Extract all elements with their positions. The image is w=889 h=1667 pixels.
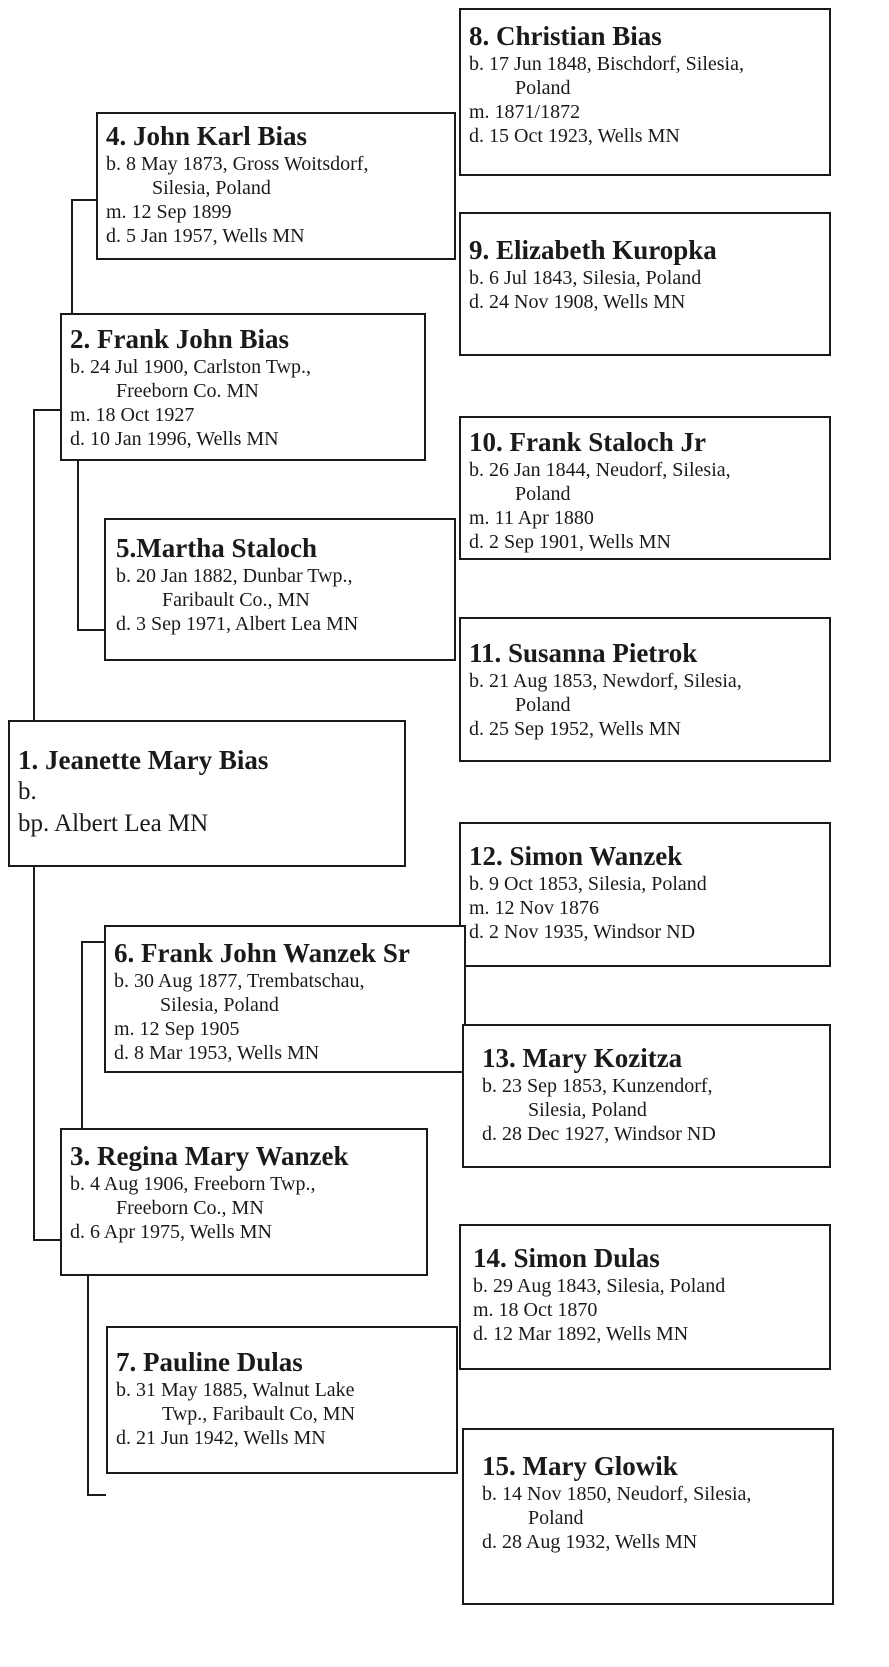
person-detail: bp. Albert Lea MN bbox=[18, 810, 209, 837]
person-detail: b. 29 Aug 1843, Silesia, Poland bbox=[473, 1275, 726, 1297]
person-name: 5.Martha Staloch bbox=[116, 533, 317, 563]
person-detail: b. 4 Aug 1906, Freeborn Twp., bbox=[70, 1173, 316, 1195]
person-name: 3. Regina Mary Wanzek bbox=[70, 1141, 349, 1171]
person-name: 7. Pauline Dulas bbox=[116, 1347, 303, 1377]
person-name: 11. Susanna Pietrok bbox=[469, 638, 698, 668]
person-detail: b. 6 Jul 1843, Silesia, Poland bbox=[469, 267, 702, 289]
person-detail: d. 10 Jan 1996, Wells MN bbox=[70, 428, 279, 450]
person-box-susanna-pietrok bbox=[459, 617, 831, 762]
person-box-christian-bias bbox=[459, 8, 831, 176]
person-name: 8. Christian Bias bbox=[469, 21, 662, 51]
person-detail: Silesia, Poland bbox=[160, 994, 279, 1016]
person-detail: b. 14 Nov 1850, Neudorf, Silesia, bbox=[482, 1483, 752, 1505]
person-detail: Poland bbox=[515, 77, 571, 99]
person-detail: d. 15 Oct 1923, Wells MN bbox=[469, 125, 680, 147]
person-detail: Poland bbox=[515, 694, 571, 716]
person-box-mary-kozitza bbox=[462, 1024, 831, 1168]
person-detail: m. 12 Nov 1876 bbox=[469, 897, 599, 919]
person-detail: d. 21 Jun 1942, Wells MN bbox=[116, 1427, 326, 1449]
person-detail: b. 21 Aug 1853, Newdorf, Silesia, bbox=[469, 670, 742, 692]
person-detail: Faribault Co., MN bbox=[162, 589, 310, 611]
person-detail: d. 28 Aug 1932, Wells MN bbox=[482, 1531, 698, 1553]
person-detail: b. 8 May 1873, Gross Woitsdorf, bbox=[106, 153, 369, 175]
person-name: 1. Jeanette Mary Bias bbox=[18, 745, 269, 775]
person-detail: d. 6 Apr 1975, Wells MN bbox=[70, 1221, 272, 1243]
person-detail: b. 30 Aug 1877, Trembatschau, bbox=[114, 970, 365, 992]
person-detail: Silesia, Poland bbox=[528, 1099, 647, 1121]
person-detail: m. 1871/1872 bbox=[469, 101, 581, 123]
person-box-frank-john-bias bbox=[60, 313, 426, 461]
person-detail: Silesia, Poland bbox=[152, 177, 271, 199]
person-detail: Freeborn Co. MN bbox=[116, 380, 259, 402]
person-detail: b. bbox=[18, 778, 37, 805]
person-detail: d. 24 Nov 1908, Wells MN bbox=[469, 291, 686, 313]
person-name: 13. Mary Kozitza bbox=[482, 1043, 683, 1073]
person-detail: b. 9 Oct 1853, Silesia, Poland bbox=[469, 873, 707, 895]
person-detail: d. 12 Mar 1892, Wells MN bbox=[473, 1323, 689, 1345]
person-detail: d. 8 Mar 1953, Wells MN bbox=[114, 1042, 320, 1064]
person-box-simon-dulas bbox=[459, 1224, 831, 1370]
person-detail: m. 18 Oct 1870 bbox=[473, 1299, 598, 1321]
person-name: 14. Simon Dulas bbox=[473, 1243, 660, 1273]
person-box-martha-staloch bbox=[104, 518, 456, 661]
person-detail: Twp., Faribault Co, MN bbox=[162, 1403, 356, 1425]
person-box-pauline-dulas bbox=[106, 1326, 458, 1474]
person-detail: b. 20 Jan 1882, Dunbar Twp., bbox=[116, 565, 353, 587]
person-detail: d. 2 Sep 1901, Wells MN bbox=[469, 531, 671, 553]
person-name: 12. Simon Wanzek bbox=[469, 841, 683, 871]
person-detail: b. 24 Jul 1900, Carlston Twp., bbox=[70, 356, 312, 378]
person-detail: b. 17 Jun 1848, Bischdorf, Silesia, bbox=[469, 53, 744, 75]
person-name: 4. John Karl Bias bbox=[106, 121, 308, 151]
person-detail: b. 26 Jan 1844, Neudorf, Silesia, bbox=[469, 459, 731, 481]
person-box-regina-mary-wanzek bbox=[60, 1128, 428, 1276]
person-name: 2. Frank John Bias bbox=[70, 324, 290, 354]
person-name: 9. Elizabeth Kuropka bbox=[469, 235, 717, 265]
person-detail: m. 12 Sep 1905 bbox=[114, 1018, 240, 1040]
person-detail: m. 12 Sep 1899 bbox=[106, 201, 232, 223]
person-name: 15. Mary Glowik bbox=[482, 1451, 678, 1481]
person-box-simon-wanzek bbox=[459, 822, 831, 967]
person-detail: m. 11 Apr 1880 bbox=[469, 507, 594, 529]
person-detail: d. 5 Jan 1957, Wells MN bbox=[106, 225, 305, 247]
person-detail: Poland bbox=[515, 483, 571, 505]
person-detail: Freeborn Co., MN bbox=[116, 1197, 264, 1219]
person-box-jeanette-mary-bias bbox=[8, 720, 406, 867]
person-box-elizabeth-kuropka bbox=[459, 212, 831, 356]
person-detail: d. 2 Nov 1935, Windsor ND bbox=[469, 921, 696, 943]
person-box-frank-staloch-jr bbox=[459, 416, 831, 560]
person-name: 10. Frank Staloch Jr bbox=[469, 427, 707, 457]
person-box-frank-john-wanzek-sr bbox=[104, 925, 466, 1073]
person-detail: b. 31 May 1885, Walnut Lake bbox=[116, 1379, 355, 1401]
person-detail: b. 23 Sep 1853, Kunzendorf, bbox=[482, 1075, 713, 1097]
person-detail: d. 28 Dec 1927, Windsor ND bbox=[482, 1123, 716, 1145]
person-detail: d. 25 Sep 1952, Wells MN bbox=[469, 718, 681, 740]
person-detail: Poland bbox=[528, 1507, 584, 1529]
person-detail: m. 18 Oct 1927 bbox=[70, 404, 195, 426]
person-detail: d. 3 Sep 1971, Albert Lea MN bbox=[116, 613, 359, 635]
person-box-john-karl-bias bbox=[96, 112, 456, 260]
person-box-mary-glowik bbox=[462, 1428, 834, 1605]
person-name: 6. Frank John Wanzek Sr bbox=[114, 938, 410, 968]
